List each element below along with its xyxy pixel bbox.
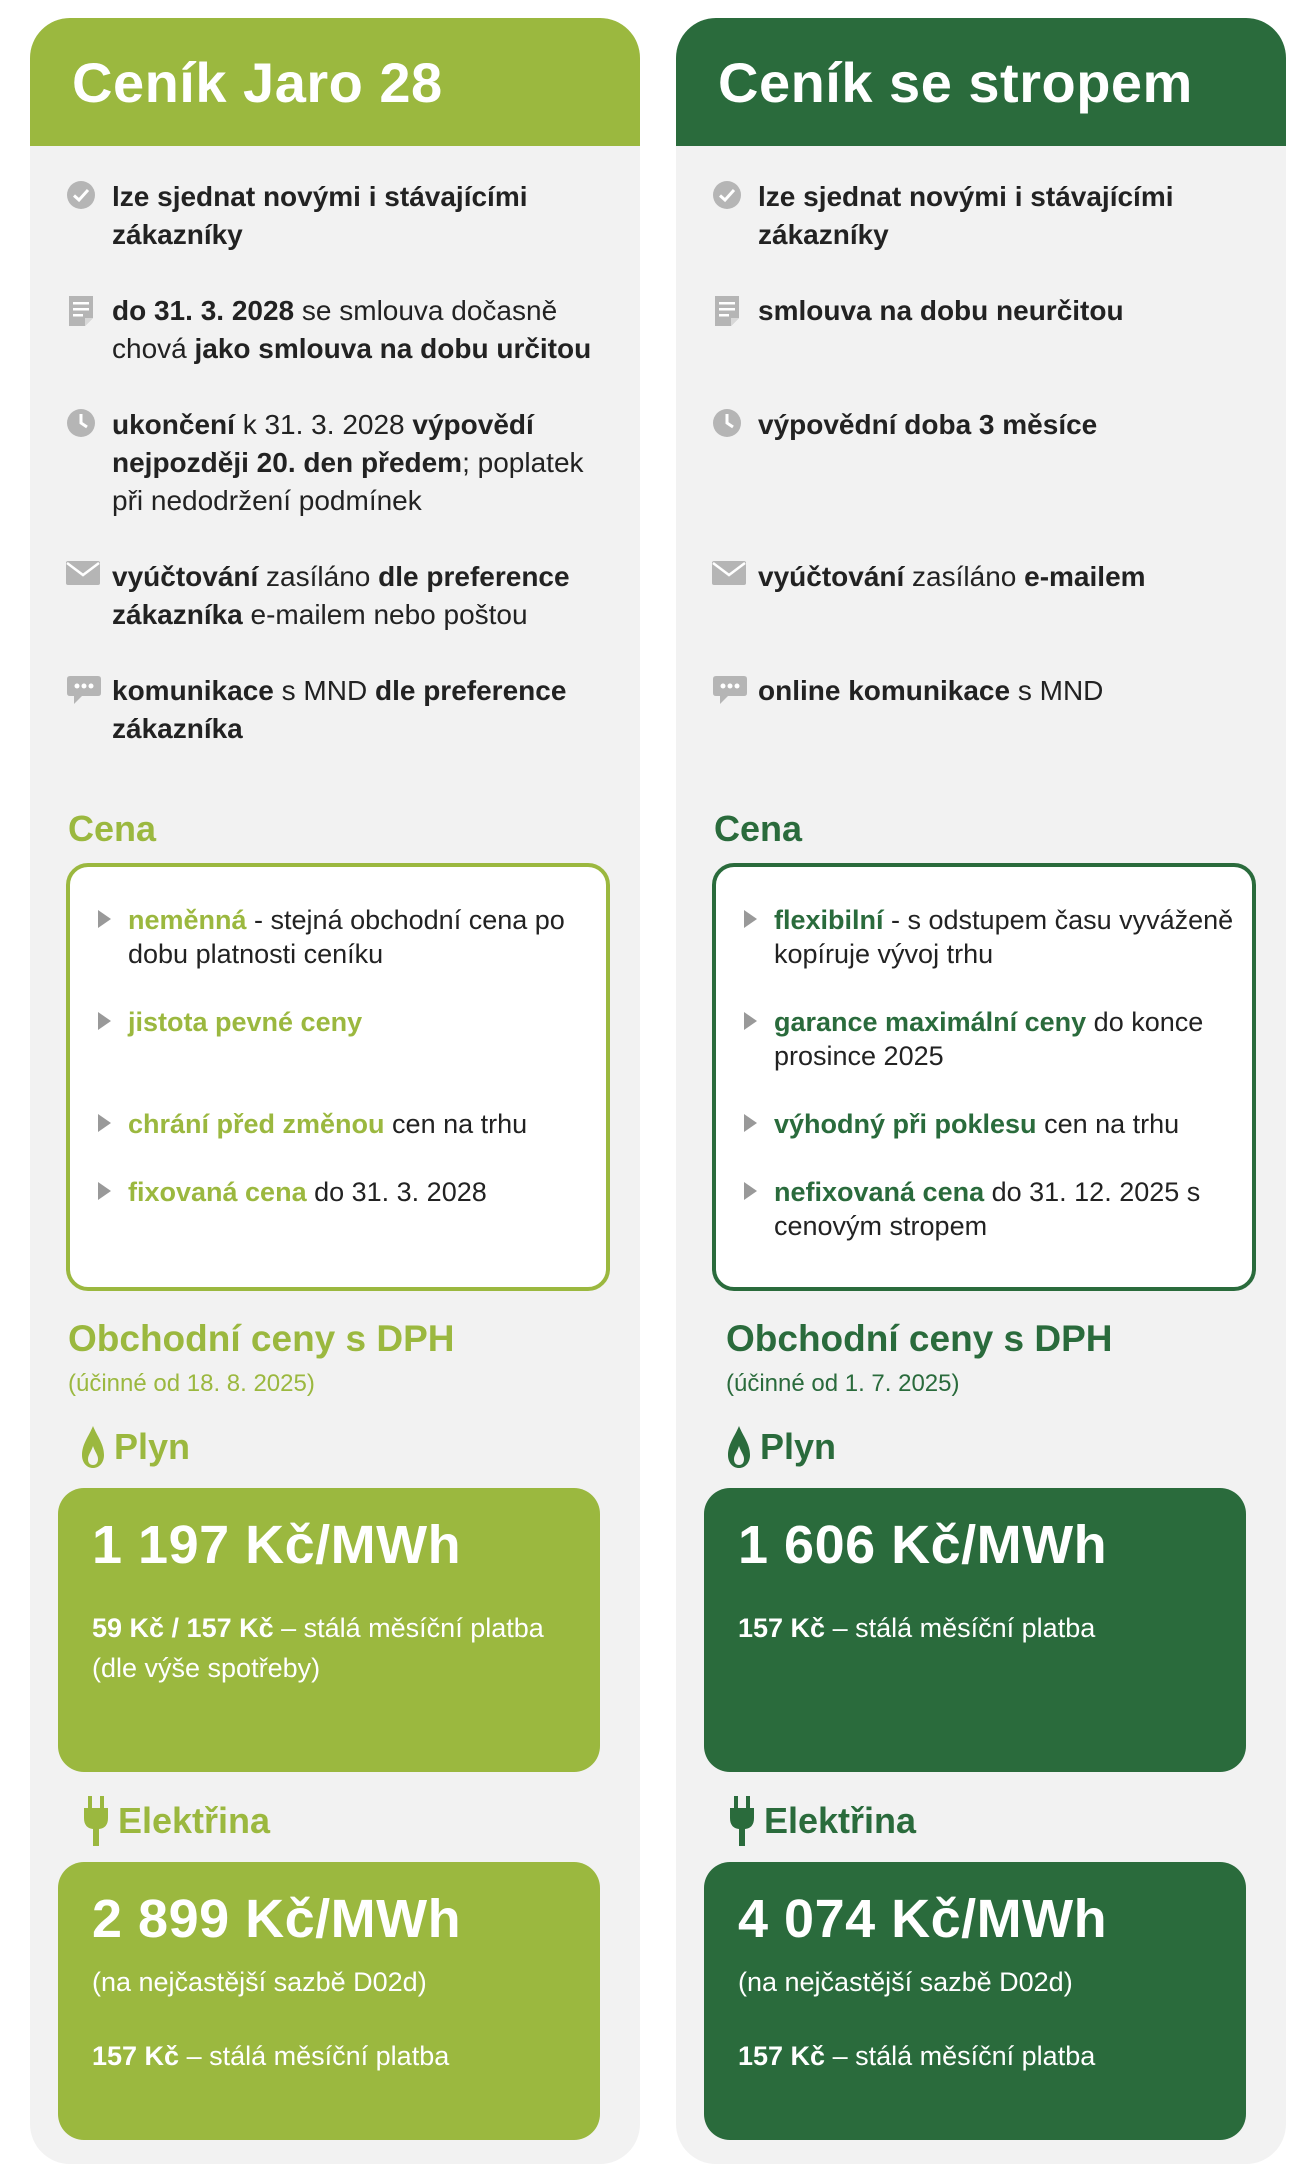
chat-bubble-icon: [66, 672, 112, 748]
trade-prices-title: Obchodní ceny s DPH: [68, 1318, 455, 1359]
price-properties-box: [712, 863, 1256, 1291]
price-property-item: jistota pevné ceny: [128, 1005, 592, 1039]
electricity-price: 2 899 Kč/MWh: [92, 1889, 462, 1949]
envelope-icon: [712, 558, 758, 596]
feature-item: [712, 558, 1266, 596]
electricity-monthly-fee: 157 Kč – stálá měsíční platba: [92, 2041, 450, 2071]
electricity-label: Elektřina: [82, 1796, 270, 1846]
gas-label: Plyn: [726, 1424, 836, 1470]
feature-item: [712, 178, 1266, 254]
triangle-bullet-icon: [98, 910, 111, 928]
feature-text: ukončení k 31. 3. 2028 výpovědí nejpozději 20. den předem; poplatek při nedodržení podmínek: [112, 409, 584, 516]
feature-text: smlouva na dobu neurčitou: [758, 295, 1124, 326]
price-property-item: fixovaná cena do 31. 3. 2028: [128, 1175, 592, 1209]
envelope-icon: [66, 558, 112, 634]
gas-monthly-fee: 157 Kč – stálá měsíční platba: [738, 1613, 1096, 1643]
triangle-bullet-icon: [744, 1114, 757, 1132]
flame-icon: [80, 1424, 106, 1470]
price-section-title: Cena: [68, 808, 157, 849]
electricity-price-card: [58, 1862, 600, 2140]
clock-icon: [66, 406, 112, 520]
check-circle-icon: [712, 178, 758, 254]
feature-text: online komunikace s MND: [758, 675, 1104, 706]
pricelist-cap-column: [676, 18, 1286, 2164]
price-properties-box: [66, 863, 610, 1291]
electricity-monthly-fee: 157 Kč – stálá měsíční platba: [738, 2041, 1096, 2071]
feature-text: vyúčtování zasíláno e-mailem: [758, 561, 1146, 592]
price-property-item: garance maximální ceny do konce prosince 2025: [774, 1005, 1238, 1073]
column-title: Ceník se stropem: [676, 18, 1286, 146]
feature-text: vyúčtování zasíláno dle preference zákazníka e-mailem nebo poštou: [112, 561, 570, 630]
feature-item: [66, 672, 620, 748]
gas-price-card: [58, 1488, 600, 1772]
price-section-title: Cena: [714, 808, 803, 849]
trade-prices-effective-date: (účinné od 1. 7. 2025): [726, 1370, 960, 1397]
feature-text: do 31. 3. 2028 se smlouva dočasně chová jako smlouva na dobu určitou: [112, 295, 592, 364]
electricity-rate-note: (na nejčastější sazbě D02d): [92, 1967, 427, 1997]
price-property-item: chrání před změnou cen na trhu: [128, 1107, 592, 1141]
price-property-item: výhodný při poklesu cen na trhu: [774, 1107, 1238, 1141]
gas-label: Plyn: [80, 1424, 190, 1470]
document-icon: [712, 292, 758, 333]
triangle-bullet-icon: [98, 1012, 111, 1030]
triangle-bullet-icon: [744, 1182, 757, 1200]
feature-item: [66, 292, 620, 368]
plug-icon: [728, 1796, 756, 1846]
triangle-bullet-icon: [744, 910, 757, 928]
pricelist-jaro-28-column: [30, 18, 640, 2164]
feature-item: [712, 292, 1266, 333]
electricity-price: 4 074 Kč/MWh: [738, 1889, 1108, 1949]
electricity-rate-note: (na nejčastější sazbě D02d): [738, 1967, 1073, 1997]
feature-item: [66, 558, 620, 634]
electricity-price-card: [704, 1862, 1246, 2140]
feature-text: lze sjednat novými i stávajícími zákazníky: [758, 181, 1174, 250]
gas-price: 1 606 Kč/MWh: [738, 1515, 1108, 1575]
trade-prices-title: Obchodní ceny s DPH: [726, 1318, 1113, 1359]
flame-icon: [726, 1424, 752, 1470]
feature-item: [66, 406, 620, 520]
plug-icon: [82, 1796, 110, 1846]
feature-text: výpovědní doba 3 měsíce: [758, 409, 1098, 440]
feature-item: [712, 406, 1266, 444]
triangle-bullet-icon: [98, 1114, 111, 1132]
feature-item: [712, 672, 1266, 711]
gas-monthly-fee: 59 Kč / 157 Kč – stálá měsíční platba (dle výše spotřeby): [92, 1613, 544, 1683]
document-icon: [66, 292, 112, 368]
feature-text: lze sjednat novými i stávajícími zákazníky: [112, 181, 528, 250]
column-title: Ceník Jaro 28: [30, 18, 640, 146]
check-circle-icon: [66, 178, 112, 254]
feature-item: [66, 178, 620, 254]
price-property-item: neměnná - stejná obchodní cena po dobu platnosti ceníku: [128, 903, 592, 971]
triangle-bullet-icon: [98, 1182, 111, 1200]
trade-prices-effective-date: (účinné od 18. 8. 2025): [68, 1370, 315, 1397]
price-property-item: nefixovaná cena do 31. 12. 2025 s cenovým stropem: [774, 1175, 1238, 1243]
gas-price-card: [704, 1488, 1246, 1772]
electricity-label: Elektřina: [728, 1796, 916, 1846]
feature-text: komunikace s MND dle preference zákazníka: [112, 675, 567, 744]
chat-bubble-icon: [712, 672, 758, 711]
clock-icon: [712, 406, 758, 444]
price-property-item: flexibilní - s odstupem času vyváženě kopíruje vývoj trhu: [774, 903, 1238, 971]
triangle-bullet-icon: [744, 1012, 757, 1030]
gas-price: 1 197 Kč/MWh: [92, 1515, 462, 1575]
